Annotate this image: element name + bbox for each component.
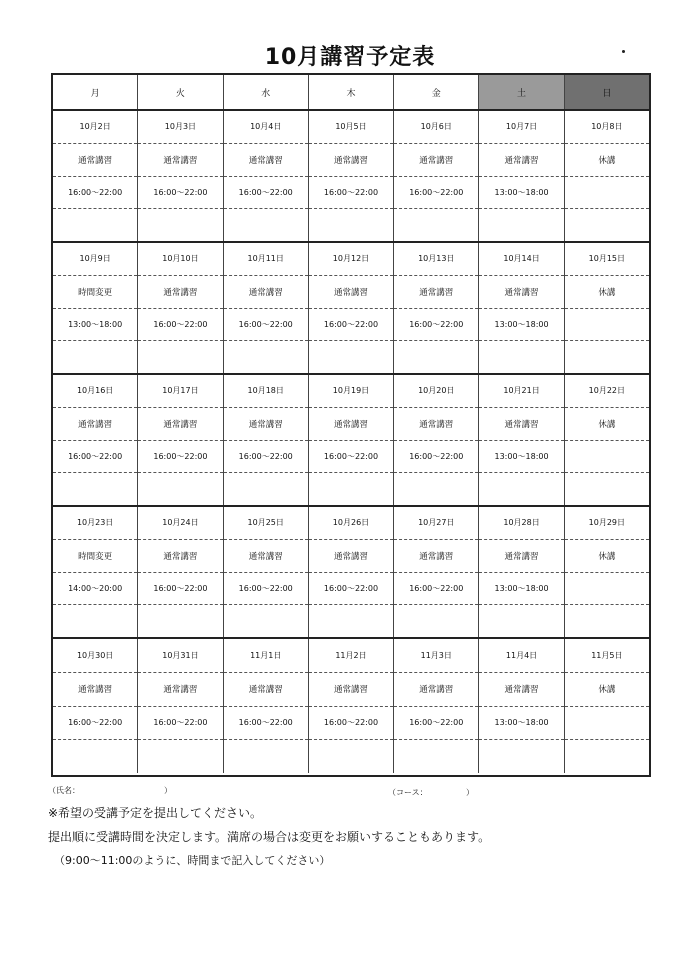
day-status: 通常講習 xyxy=(309,144,393,177)
course-field-label: （コース： xyxy=(388,788,428,797)
day-time: 13:00～18:00 xyxy=(479,441,563,474)
day-cell xyxy=(394,507,479,637)
day-time: 16:00～22:00 xyxy=(138,309,222,342)
week-row xyxy=(53,111,649,243)
day-cell xyxy=(309,375,394,505)
day-date: 10月14日 xyxy=(479,243,563,276)
day-blank xyxy=(565,605,649,637)
day-cell xyxy=(53,243,138,373)
day-date: 10月28日 xyxy=(479,507,563,540)
weekday-header-sat: 土 xyxy=(479,75,564,109)
day-cell xyxy=(224,375,309,505)
day-date: 10月11日 xyxy=(224,243,308,276)
day-date: 10月20日 xyxy=(394,375,478,408)
day-status: 時間変更 xyxy=(53,540,137,573)
day-blank xyxy=(479,605,563,637)
week-row xyxy=(53,243,649,375)
day-cell xyxy=(394,639,479,773)
day-blank xyxy=(565,341,649,373)
day-date: 11月5日 xyxy=(565,639,649,673)
day-date: 10月27日 xyxy=(394,507,478,540)
day-status: 通常講習 xyxy=(53,408,137,441)
day-cell xyxy=(565,507,649,637)
day-blank xyxy=(394,605,478,637)
day-cell xyxy=(53,375,138,505)
name-field-label: （氏名： xyxy=(48,786,80,795)
day-status: 通常講習 xyxy=(138,540,222,573)
day-date: 10月3日 xyxy=(138,111,222,144)
day-cell xyxy=(479,507,564,637)
day-blank xyxy=(138,209,222,241)
footer-note-2: 提出順に受講時間を決定します。満席の場合は変更をお願いすることもあります。 xyxy=(48,830,491,844)
day-time: 16:00～22:00 xyxy=(394,707,478,741)
day-time: 16:00～22:00 xyxy=(309,177,393,210)
day-date: 10月7日 xyxy=(479,111,563,144)
day-blank xyxy=(53,740,137,773)
day-time: 16:00～22:00 xyxy=(138,573,222,606)
day-status: 休講 xyxy=(565,673,649,707)
day-date: 10月9日 xyxy=(53,243,137,276)
day-time: 13:00～18:00 xyxy=(479,177,563,210)
course-field-close: ） xyxy=(466,788,474,797)
day-date: 10月22日 xyxy=(565,375,649,408)
day-cell xyxy=(309,639,394,773)
day-time: 16:00～22:00 xyxy=(224,309,308,342)
day-status: 通常講習 xyxy=(309,673,393,707)
day-cell xyxy=(138,639,223,773)
day-date: 10月24日 xyxy=(138,507,222,540)
day-status: 通常講習 xyxy=(479,673,563,707)
day-cell xyxy=(394,375,479,505)
week-row xyxy=(53,639,649,773)
day-blank xyxy=(394,209,478,241)
day-cell xyxy=(138,507,223,637)
day-status: 通常講習 xyxy=(224,408,308,441)
weekday-header-mon: 月 xyxy=(53,75,138,109)
day-cell xyxy=(224,507,309,637)
day-blank xyxy=(53,209,137,241)
day-status: 休講 xyxy=(565,144,649,177)
day-cell xyxy=(565,111,649,241)
day-status: 時間変更 xyxy=(53,276,137,309)
day-date: 10月16日 xyxy=(53,375,137,408)
day-status: 休講 xyxy=(565,540,649,573)
day-status: 通常講習 xyxy=(138,144,222,177)
day-status: 通常講習 xyxy=(394,276,478,309)
day-cell xyxy=(479,375,564,505)
day-date: 11月1日 xyxy=(224,639,308,673)
day-blank xyxy=(224,209,308,241)
day-date: 10月26日 xyxy=(309,507,393,540)
day-time xyxy=(565,177,649,210)
day-date: 10月12日 xyxy=(309,243,393,276)
weekday-header-row xyxy=(53,75,649,111)
day-time: 16:00～22:00 xyxy=(53,441,137,474)
day-cell xyxy=(53,111,138,241)
day-date: 10月25日 xyxy=(224,507,308,540)
day-cell xyxy=(138,243,223,373)
day-date: 11月3日 xyxy=(394,639,478,673)
footer-note-3: （9:00～11:00のように、時間まで記入してください） xyxy=(54,854,331,867)
weekday-header-sun: 日 xyxy=(565,75,649,109)
day-time: 16:00～22:00 xyxy=(138,441,222,474)
day-blank xyxy=(53,341,137,373)
scan-speck xyxy=(622,50,625,53)
day-blank xyxy=(309,740,393,773)
day-date: 10月29日 xyxy=(565,507,649,540)
day-time: 16:00～22:00 xyxy=(138,177,222,210)
day-blank xyxy=(224,605,308,637)
day-time: 16:00～22:00 xyxy=(224,573,308,606)
day-time: 16:00～22:00 xyxy=(138,707,222,741)
day-status: 通常講習 xyxy=(224,540,308,573)
day-cell xyxy=(224,243,309,373)
day-blank xyxy=(309,605,393,637)
day-date: 10月6日 xyxy=(394,111,478,144)
day-status: 通常講習 xyxy=(394,540,478,573)
day-blank xyxy=(565,740,649,773)
day-blank xyxy=(309,341,393,373)
day-blank xyxy=(138,740,222,773)
day-cell xyxy=(53,507,138,637)
weekday-header-tue: 火 xyxy=(138,75,223,109)
day-blank xyxy=(394,473,478,505)
day-blank xyxy=(138,605,222,637)
day-cell xyxy=(565,375,649,505)
weeks-container xyxy=(53,111,649,773)
day-time xyxy=(565,573,649,606)
day-status: 通常講習 xyxy=(138,408,222,441)
day-time: 16:00～22:00 xyxy=(224,177,308,210)
day-status: 通常講習 xyxy=(224,276,308,309)
day-cell xyxy=(479,111,564,241)
day-status: 通常講習 xyxy=(479,276,563,309)
day-date: 10月5日 xyxy=(309,111,393,144)
footer-note-1: ※希望の受講予定を提出してください。 xyxy=(48,806,263,820)
day-date: 10月4日 xyxy=(224,111,308,144)
day-blank xyxy=(309,209,393,241)
day-time: 13:00～18:00 xyxy=(479,309,563,342)
week-row xyxy=(53,375,649,507)
day-cell xyxy=(138,111,223,241)
day-blank xyxy=(565,209,649,241)
day-blank xyxy=(394,740,478,773)
day-status: 通常講習 xyxy=(309,540,393,573)
day-cell xyxy=(224,111,309,241)
schedule-table xyxy=(51,73,651,777)
day-status: 通常講習 xyxy=(224,144,308,177)
day-time: 16:00～22:00 xyxy=(309,441,393,474)
day-blank xyxy=(138,341,222,373)
day-time xyxy=(565,309,649,342)
day-time: 16:00～22:00 xyxy=(224,441,308,474)
day-status: 通常講習 xyxy=(309,276,393,309)
day-blank xyxy=(479,740,563,773)
weekday-header-fri: 金 xyxy=(394,75,479,109)
name-field-close: ） xyxy=(164,786,172,795)
day-time: 16:00～22:00 xyxy=(309,573,393,606)
day-status: 休講 xyxy=(565,408,649,441)
day-status: 休講 xyxy=(565,276,649,309)
day-blank xyxy=(479,473,563,505)
day-date: 10月8日 xyxy=(565,111,649,144)
week-row xyxy=(53,507,649,639)
day-status: 通常講習 xyxy=(138,276,222,309)
day-blank xyxy=(53,605,137,637)
footer-fields xyxy=(48,785,658,799)
day-cell xyxy=(53,639,138,773)
day-time: 16:00～22:00 xyxy=(394,573,478,606)
day-date: 10月23日 xyxy=(53,507,137,540)
day-status: 通常講習 xyxy=(394,673,478,707)
day-cell xyxy=(138,375,223,505)
day-blank xyxy=(53,473,137,505)
day-date: 10月19日 xyxy=(309,375,393,408)
day-cell xyxy=(394,243,479,373)
day-time xyxy=(565,441,649,474)
day-date: 10月31日 xyxy=(138,639,222,673)
day-status: 通常講習 xyxy=(138,673,222,707)
day-date: 10月15日 xyxy=(565,243,649,276)
day-time: 14:00～20:00 xyxy=(53,573,137,606)
day-cell xyxy=(394,111,479,241)
day-time: 13:00～18:00 xyxy=(479,573,563,606)
day-time: 16:00～22:00 xyxy=(53,707,137,741)
day-status: 通常講習 xyxy=(224,673,308,707)
day-cell xyxy=(479,639,564,773)
day-cell xyxy=(565,243,649,373)
day-blank xyxy=(224,473,308,505)
day-date: 10月21日 xyxy=(479,375,563,408)
day-status: 通常講習 xyxy=(479,540,563,573)
day-blank xyxy=(565,473,649,505)
day-blank xyxy=(479,209,563,241)
day-time: 16:00～22:00 xyxy=(309,309,393,342)
day-cell xyxy=(309,243,394,373)
day-time: 13:00～18:00 xyxy=(53,309,137,342)
day-time: 13:00～18:00 xyxy=(479,707,563,741)
day-cell xyxy=(224,639,309,773)
day-cell xyxy=(309,111,394,241)
day-date: 11月4日 xyxy=(479,639,563,673)
day-date: 10月10日 xyxy=(138,243,222,276)
day-status: 通常講習 xyxy=(479,144,563,177)
day-date: 11月2日 xyxy=(309,639,393,673)
day-time: 16:00～22:00 xyxy=(394,441,478,474)
page-title: 10月講習予定表 xyxy=(264,45,436,70)
day-time: 16:00～22:00 xyxy=(394,309,478,342)
day-status: 通常講習 xyxy=(394,144,478,177)
day-time: 16:00～22:00 xyxy=(309,707,393,741)
day-time: 16:00～22:00 xyxy=(394,177,478,210)
day-date: 10月17日 xyxy=(138,375,222,408)
day-blank xyxy=(224,341,308,373)
day-blank xyxy=(138,473,222,505)
day-time: 16:00～22:00 xyxy=(224,707,308,741)
weekday-header-thu: 木 xyxy=(309,75,394,109)
day-cell xyxy=(479,243,564,373)
day-time xyxy=(565,707,649,741)
day-date: 10月13日 xyxy=(394,243,478,276)
day-status: 通常講習 xyxy=(479,408,563,441)
day-blank xyxy=(479,341,563,373)
day-cell xyxy=(565,639,649,773)
day-cell xyxy=(309,507,394,637)
day-status: 通常講習 xyxy=(53,144,137,177)
day-status: 通常講習 xyxy=(53,673,137,707)
day-status: 通常講習 xyxy=(394,408,478,441)
day-blank xyxy=(224,740,308,773)
day-time: 16:00～22:00 xyxy=(53,177,137,210)
day-blank xyxy=(394,341,478,373)
weekday-header-wed: 水 xyxy=(224,75,309,109)
day-date: 10月30日 xyxy=(53,639,137,673)
day-blank xyxy=(309,473,393,505)
day-status: 通常講習 xyxy=(309,408,393,441)
day-date: 10月18日 xyxy=(224,375,308,408)
day-date: 10月2日 xyxy=(53,111,137,144)
